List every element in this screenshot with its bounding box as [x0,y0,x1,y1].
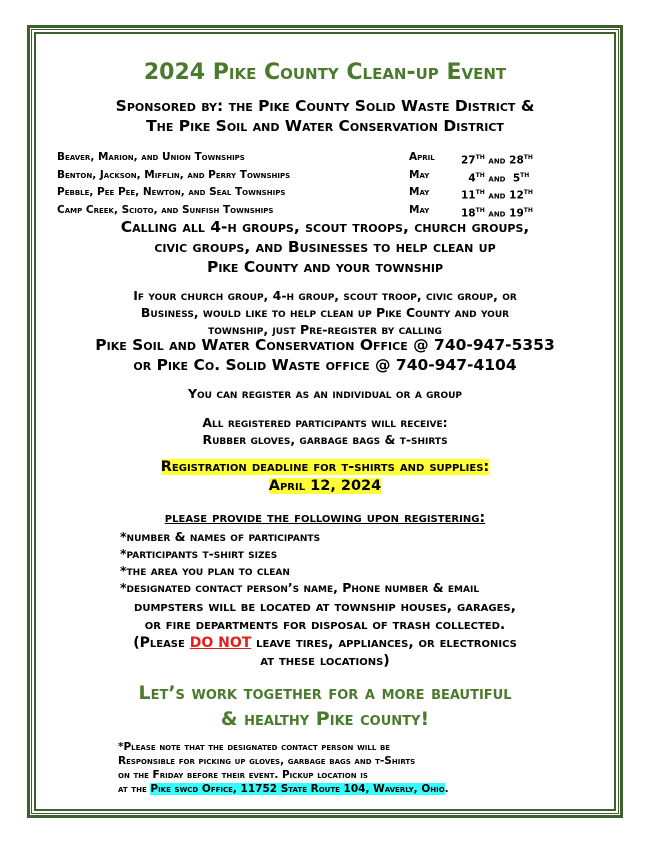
schedule-month: April [409,151,435,163]
dumpsters-line-2: or fire departments for disposal of trash collected. [144,617,506,633]
receive-line-1: All registered participants will receive: [202,415,448,430]
receive-line-2: Rubber gloves, garbage bags & t-shirts [202,432,448,447]
event-title: 2024 Pike County Clean-up Event [143,60,507,85]
dumpsters-line-4: at these locations) [260,653,390,669]
schedule-month: May [409,186,430,198]
deadline-line-1: Registration deadline for t-shirts and supplies: [160,459,490,475]
slogan-line-2: & healthy Pike county! [220,708,430,730]
phone-contacts [40,335,610,375]
schedule-townships: Beaver, Marion, and Union Townships [57,151,245,163]
slogan-line-1: Let’s work together for a more beautiful [138,682,512,704]
calling-line-1: Calling all 4-h groups, scout troops, church groups, [120,218,530,236]
together-slogan [40,680,610,732]
pickup-note [118,740,598,796]
provide-list [120,528,590,596]
solid-waste-phone: or Pike Co. Solid Waste office @ 740-947-4104 [133,356,517,374]
schedule-townships: Camp Creek, Scioto, and Sunfish Townships [57,203,274,216]
note-line-2: Responsible for picking up gloves, garbage bags and t-Shirts [118,755,416,767]
list-item: *number & names of participants [120,529,321,544]
pickup-location: Pike swcd Office, 11752 State Route 104, Waverly, Ohio [150,783,445,795]
registration-deadline [40,458,610,496]
do-not-warning: DO NOT [189,635,252,651]
schedule-townships: Pebble, Pee Pee, Newton, and Seal Townships [57,186,286,198]
dumpsters-line-3: (Please DO NOT leave tires, appliances, or electronics [133,635,517,651]
deadline-date: April 12, 2024 [268,478,382,494]
individual-or-group-text: You can register as an individual or a group [187,386,463,401]
swcd-phone: Pike Soil and Water Conservation Office @ 740-947-5353 [95,336,555,354]
note-line-1: *Please note that the designated contact person will be [118,741,391,753]
schedule-dates: 11th and 12th [461,187,533,202]
note-line-4: at the Pike swcd Office, 11752 State Route 104, Waverly, Ohio. [118,783,449,795]
schedule-dates: 27th and 28th [461,152,533,167]
schedule-townships: Benton, Jackson, Mifflin, and Perry Townships [57,168,291,181]
participants-receive-block [40,414,610,448]
sponsor-line-2: The Pike Soil and Water Conservation District [146,117,504,135]
preregister-line-1: If your church group, 4-h group, scout troop, civic group, or [133,288,517,303]
sponsor-line-1: Sponsored by: the Pike County Solid Waste District & [115,97,535,115]
calling-line-3: Pike County and your township [206,258,444,276]
calling-line-2: civic groups, and Businesses to help clean up [154,238,496,256]
dumpsters-block [40,598,610,670]
preregister-block [40,287,610,338]
schedule-dates: 4th and 5th [468,169,530,184]
list-item: *participants t-shirt sizes [120,546,278,561]
schedule-row [57,168,597,186]
schedule-month: May [409,168,430,181]
preregister-line-3: township, just Pre-register by calling [208,322,442,337]
preregister-line-2: Business, would like to help clean up Pike County and your [140,305,510,320]
provide-heading: please provide the following upon registering: [164,510,486,526]
township-schedule [57,150,597,220]
schedule-row [57,150,597,168]
schedule-dates: 18th and 19th [461,204,533,219]
note-line-3: on the Friday before their event. Pickup location is [118,769,368,781]
dumpsters-line-1: dumpsters will be located at township houses, garages, [134,599,516,615]
schedule-month: May [409,203,430,216]
calling-groups-block [40,217,610,277]
sponsor-block [40,96,610,136]
list-item: *designated contact person’s name, Phone number & email [120,580,480,595]
schedule-row [57,185,597,203]
list-item: *the area you plan to clean [120,563,290,578]
